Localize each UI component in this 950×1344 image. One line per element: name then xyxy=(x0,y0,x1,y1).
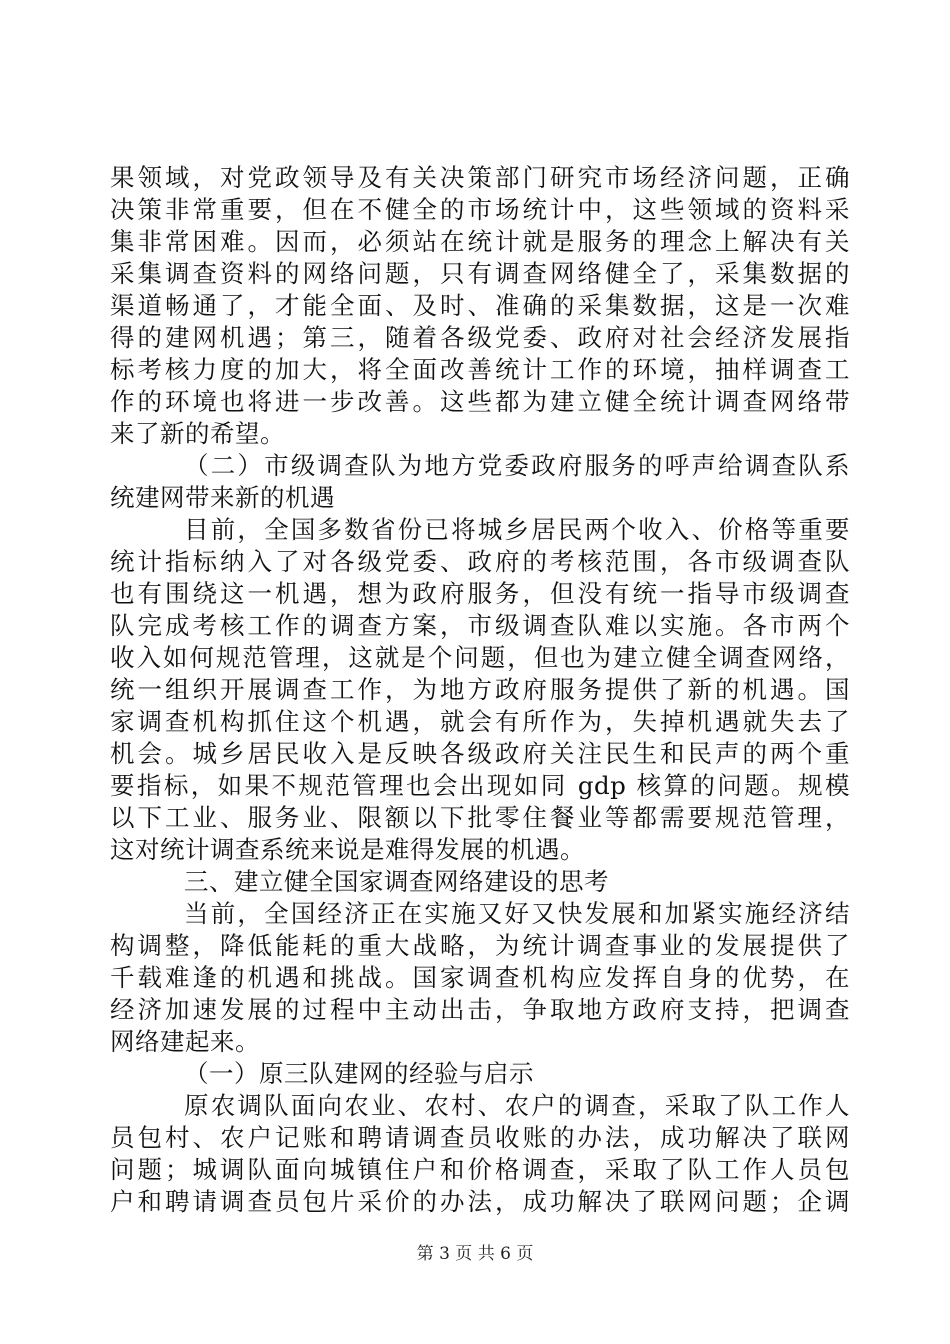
text-line: 统一组织开展调查工作，为地方政府服务提供了新的机遇。国 xyxy=(110,675,850,704)
page-footer: 第 3 页 共 6 页 xyxy=(416,1244,534,1264)
text-line: 渠道畅通了，才能全面、及时、准确的采集数据，这是一次难 xyxy=(110,291,850,320)
document-body xyxy=(110,162,850,1218)
text-line: 目前，全国多数省份已将城乡居民两个收入、价格等重要 xyxy=(184,515,850,544)
text-line: 统计指标纳入了对各级党委、政府的考核范围，各市级调查队 xyxy=(110,547,850,576)
text-line: 千载难逢的机遇和挑战。国家调查机构应发挥自身的优势，在 xyxy=(110,963,850,992)
text-line: 当前，全国经济正在实施又好又快发展和加紧实施经济结 xyxy=(184,899,850,928)
text-line: 员包村、农户记账和聘请调查员收账的办法，成功解决了联网 xyxy=(110,1123,850,1152)
text-line: 集非常困难。因而，必须站在统计就是服务的理念上解决有关 xyxy=(110,227,850,256)
text-line: （二）市级调查队为地方党委政府服务的呼声给调查队系 xyxy=(184,451,850,480)
text-line: 家调查机构抓住这个机遇，就会有所作为，失掉机遇就失去了 xyxy=(110,707,850,736)
text-line: 标考核力度的加大，将全面改善统计工作的环境，抽样调查工 xyxy=(110,355,850,384)
text-line: 三、建立健全国家调查网络建设的思考 xyxy=(184,867,609,896)
text-line: 原农调队面向农业、农村、农户的调查，采取了队工作人 xyxy=(184,1091,850,1120)
text-line: 也有围绕这一机遇，想为政府服务，但没有统一指导市级调查 xyxy=(110,579,850,608)
text-line: 构调整，降低能耗的重大战略，为统计调查事业的发展提供了 xyxy=(110,931,850,960)
text-line: 这对统计调查系统来说是难得发展的机遇。 xyxy=(110,835,585,864)
text-line: 经济加速发展的过程中主动出击，争取地方政府支持，把调查 xyxy=(110,995,850,1024)
text-line: 户和聘请调查员包片采价的办法，成功解决了联网问题；企调 xyxy=(110,1187,850,1216)
text-line: 决策非常重要，但在不健全的市场统计中，这些领域的资料采 xyxy=(110,195,850,224)
text-line: （一）原三队建网的经验与启示 xyxy=(184,1059,534,1088)
text-line: 网络建起来。 xyxy=(110,1027,260,1056)
text-line: 队完成考核工作的调查方案，市级调查队难以实施。各市两个 xyxy=(110,611,850,640)
text-line: 来了新的希望。 xyxy=(110,419,285,448)
text-line: 作的环境也将进一步改善。这些都为建立健全统计调查网络带 xyxy=(110,387,850,416)
text-line: 得的建网机遇；第三，随着各级党委、政府对社会经济发展指 xyxy=(110,323,850,352)
text-line: 要指标，如果不规范管理也会出现如同 gdp 核算的问题。规模 xyxy=(110,771,850,800)
text-line: 果领域，对党政领导及有关决策部门研究市场经济问题，正确 xyxy=(110,163,850,192)
text-line: 问题；城调队面向城镇住户和价格调查，采取了队工作人员包 xyxy=(110,1155,850,1184)
text-line: 以下工业、服务业、限额以下批零住餐业等都需要规范管理， xyxy=(110,803,850,832)
text-line: 采集调查资料的网络问题，只有调查网络健全了，采集数据的 xyxy=(110,259,850,288)
text-line: 收入如何规范管理，这就是个问题，但也为建立健全调查网络， xyxy=(110,643,850,672)
text-line: 统建网带来新的机遇 xyxy=(110,483,335,512)
text-line: 机会。城乡居民收入是反映各级政府关注民生和民声的两个重 xyxy=(110,739,850,768)
